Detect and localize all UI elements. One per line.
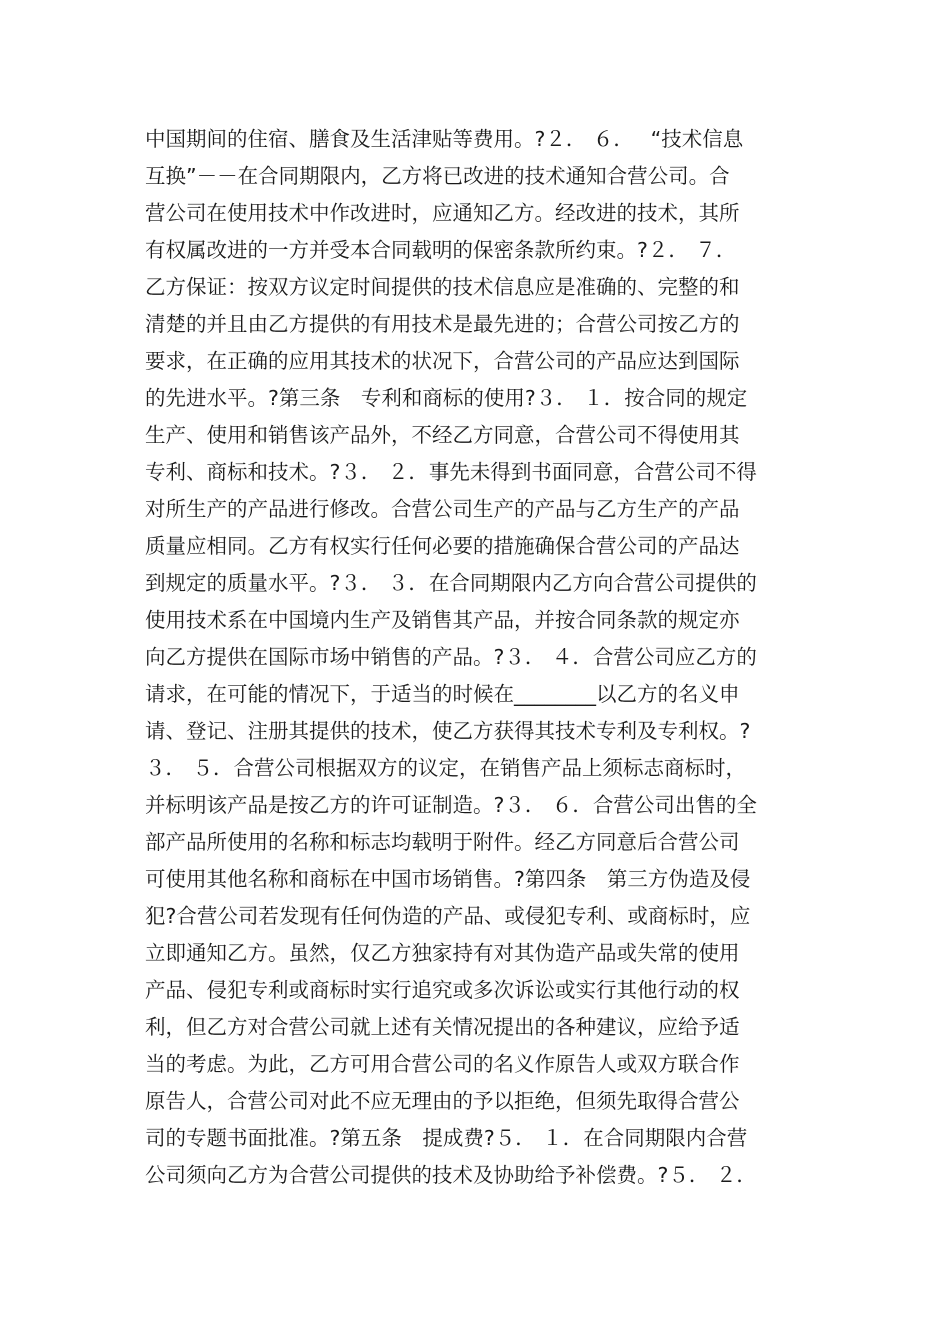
- text-line: 向乙方提供在国际市场中销售的产品。?３． ４．合营公司应乙方的: [145, 645, 757, 669]
- text-line: 对所生产的产品进行修改。合营公司生产的产品与乙方生产的产品: [145, 497, 740, 521]
- text-line: ３． ５．合营公司根据双方的议定，在销售产品上须标志商标时，: [145, 756, 747, 780]
- text-line: 互换”－－在合同期限内，乙方将已改进的技术通知合营公司。合: [145, 164, 730, 188]
- text-line: 司的专题书面批准。?第五条 提成费?５． １．在合同期限内合营: [145, 1126, 748, 1150]
- text-line: 可使用其他名称和商标在中国市场销售。?第四条 第三方伪造及侵: [145, 867, 751, 891]
- text-line: 原告人，合营公司对此不应无理由的予以拒绝，但须先取得合营公: [145, 1089, 740, 1113]
- text-line: 当的考虑。为此，乙方可用合营公司的名义作原告人或双方联合作: [145, 1052, 740, 1076]
- text-line: 的先进水平。?第三条 专利和商标的使用?３． １．按合同的规定: [145, 386, 748, 410]
- text-line: 生产、使用和销售该产品外，不经乙方同意，合营公司不得使用其: [145, 423, 740, 447]
- text-line: 公司须向乙方为合营公司提供的技术及协助给予补偿费。?５． ２．: [145, 1163, 757, 1187]
- text-line: 并标明该产品是按乙方的许可证制造。?３． ６．合营公司出售的全: [145, 793, 757, 817]
- text-line: 部产品所使用的名称和标志均载明于附件。经乙方同意后合营公司: [145, 830, 740, 854]
- text-line: 请求，在可能的情况下，于适当的时候在________以乙方的名义申: [145, 682, 740, 706]
- text-line: 使用技术系在中国境内生产及销售其产品，并按合同条款的规定亦: [145, 608, 740, 632]
- text-line: 有权属改进的一方并受本合同载明的保密条款所约束。?２． ７．: [145, 238, 737, 262]
- contract-body-text: [145, 121, 815, 1194]
- text-line: 犯?合营公司若发现有任何伪造的产品、或侵犯专利、或商标时，应: [145, 904, 751, 928]
- text-line: 质量应相同。乙方有权实行任何必要的措施确保合营公司的产品达: [145, 534, 740, 558]
- text-line: 营公司在使用技术中作改进时，应通知乙方。经改进的技术，其所: [145, 201, 740, 225]
- text-line: 产品、侵犯专利或商标时实行追究或多次诉讼或实行其他行动的权: [145, 978, 740, 1002]
- text-line: 到规定的质量水平。?３． ３．在合同期限内乙方向合营公司提供的: [145, 571, 757, 595]
- text-line: 请、登记、注册其提供的技术，使乙方获得其技术专利及专利权。?: [145, 719, 751, 743]
- text-line: 中国期间的住宿、膳食及生活津贴等费用。?２． ６． “技术信息: [145, 127, 744, 151]
- text-line: 清楚的并且由乙方提供的有用技术是最先进的；合营公司按乙方的: [145, 312, 740, 336]
- text-line: 乙方保证：按双方议定时间提供的技术信息应是准确的、完整的和: [145, 275, 740, 299]
- text-line: 要求，在正确的应用其技术的状况下，合营公司的产品应达到国际: [145, 349, 740, 373]
- text-line: 利，但乙方对合营公司就上述有关情况提出的各种建议，应给予适: [145, 1015, 740, 1039]
- text-line: 立即通知乙方。虽然，仅乙方独家持有对其伪造产品或失常的使用: [145, 941, 740, 965]
- text-line: 专利、商标和技术。?３． ２．事先未得到书面同意，合营公司不得: [145, 460, 757, 484]
